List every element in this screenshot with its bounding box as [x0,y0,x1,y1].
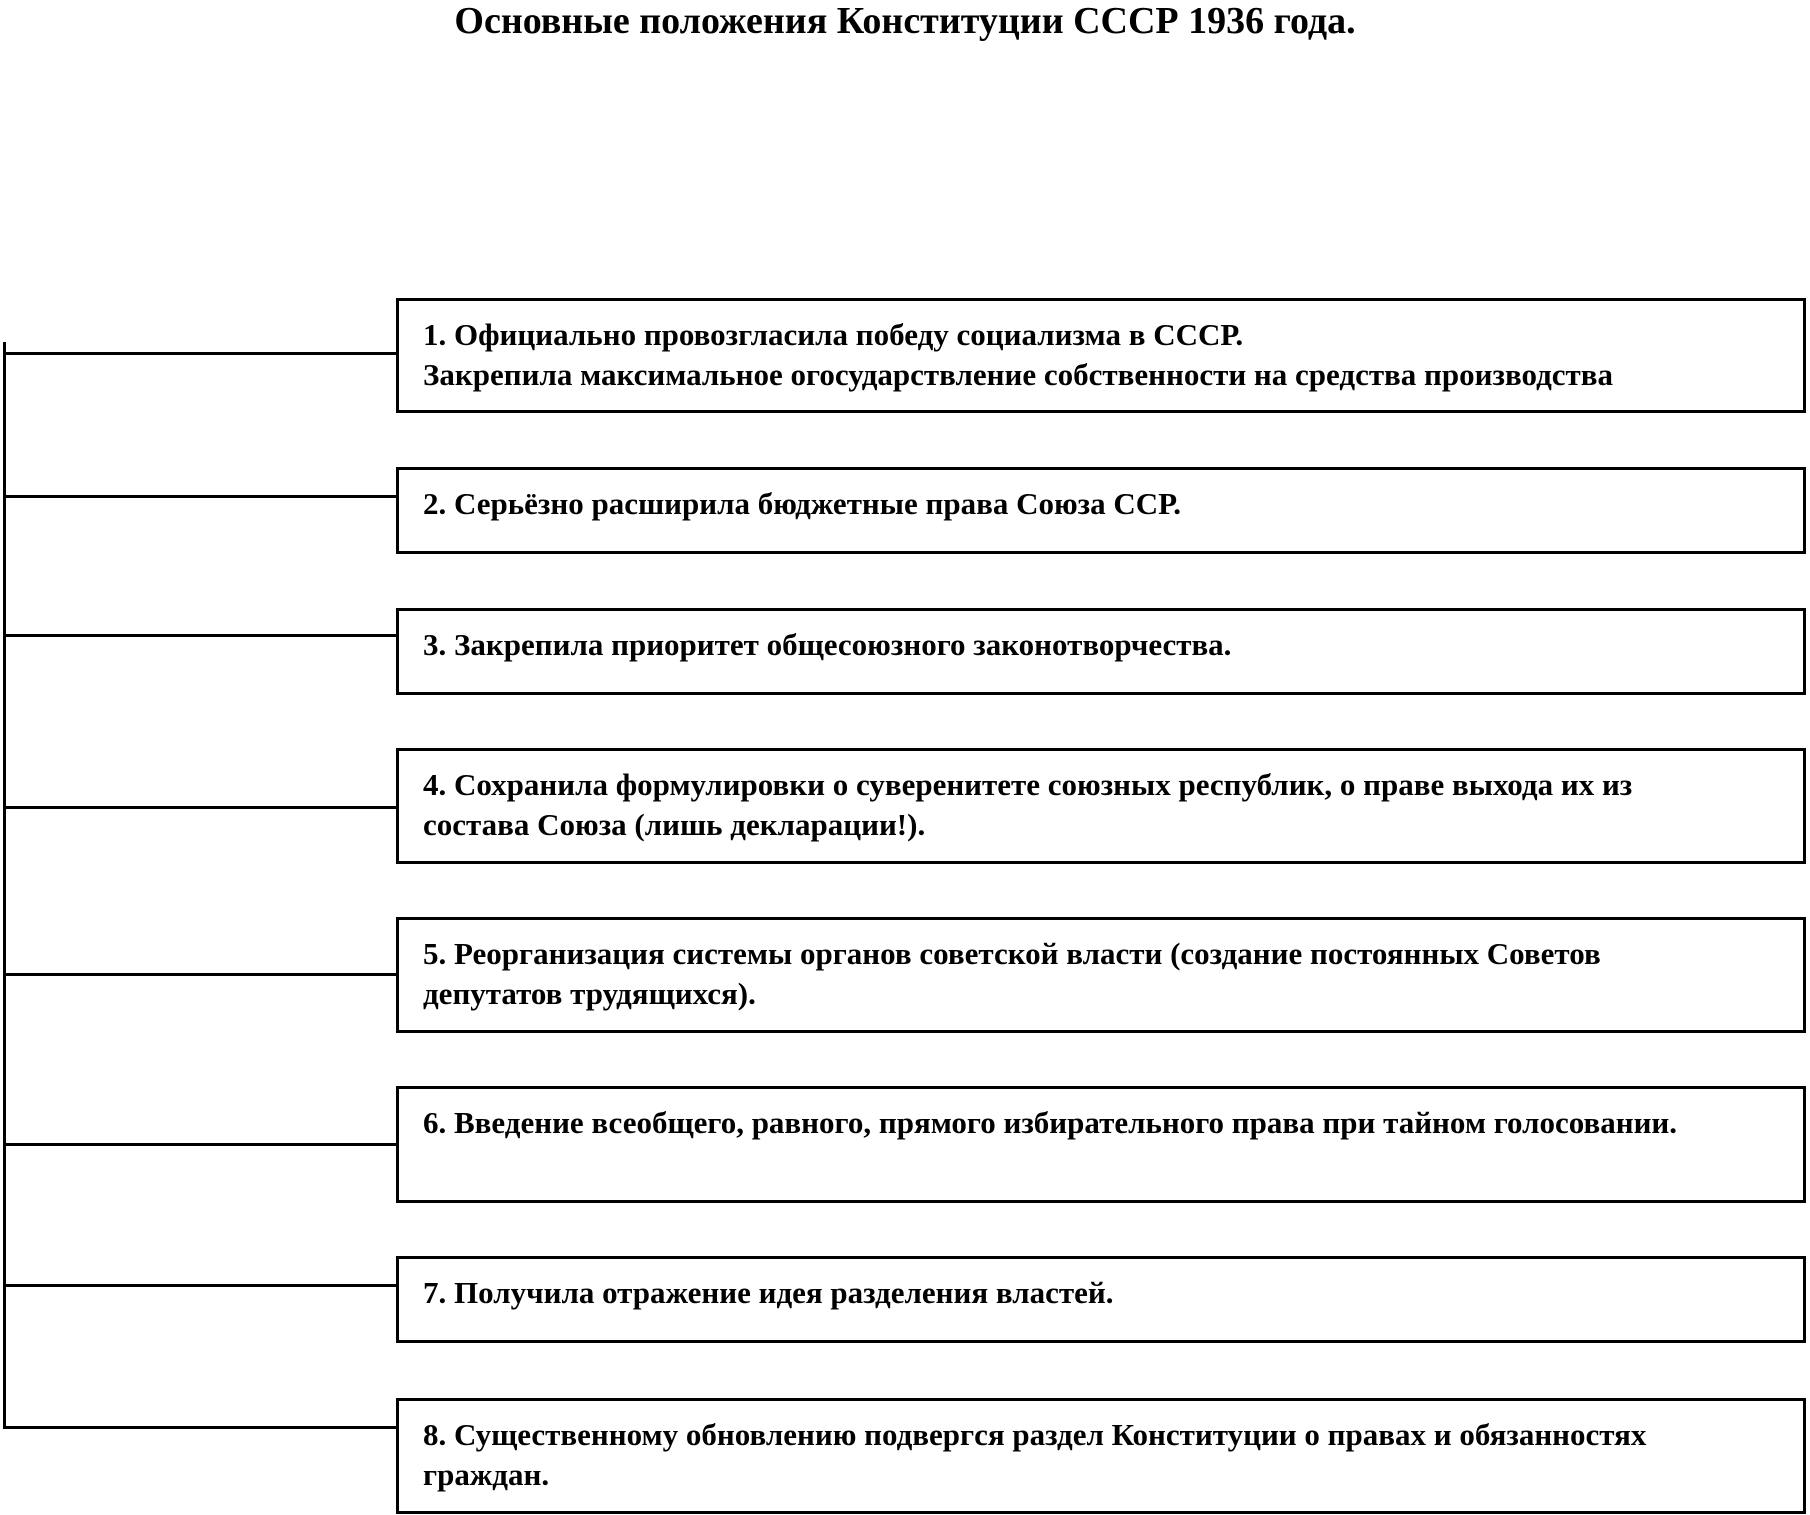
provision-4-line-2: состава Союза (лишь декларации!). [423,807,926,842]
provision-box-6 [396,1086,1806,1203]
provision-box-8 [396,1398,1806,1514]
connector-line-7 [3,1284,399,1287]
provision-5-line-2: депутатов трудящихся). [423,976,756,1011]
provision-box-1 [396,298,1806,413]
page-title: Основные положения Конституции СССР 1936 года. [454,0,1356,42]
provision-3-line-1: 3. Закрепила приоритет общесоюзного законотворчества. [423,627,1232,662]
provision-4-line-1: 4. Сохранила формулировки о суверенитете союзных республик, о праве выхода их из [423,767,1633,802]
provision-6-line-1: 6. Введение всеобщего, равного, прямого избирательного права при тайном голосовании. [423,1105,1678,1140]
provision-box-2 [396,467,1806,554]
connector-line-6 [3,1143,399,1146]
provision-1-line-1: 1. Официально провозгласила победу социализма в СССР. [423,317,1244,352]
connector-line-3 [3,634,399,637]
connector-line-8 [3,1426,399,1429]
connector-line-2 [3,495,399,498]
provision-box-7 [396,1256,1806,1343]
connector-line-5 [3,973,399,976]
provision-2-line-1: 2. Серьёзно расширила бюджетные права Союза ССР. [423,486,1181,521]
provision-7-line-1: 7. Получила отражение идея разделения властей. [423,1275,1114,1310]
provision-1-line-2: Закрепила максимальное огосударствление собственности на средства производства [423,357,1614,392]
diagram-spine-line [3,342,6,1429]
provision-box-4 [396,748,1806,864]
connector-line-4 [3,806,399,809]
provision-box-5 [396,917,1806,1033]
connector-line-1 [3,352,399,355]
provision-box-3 [396,608,1806,695]
provision-8-line-1: 8. Существенному обновлению подвергся раздел Конституции о правах и обязанностях [423,1417,1647,1452]
provision-8-line-2: граждан. [423,1457,550,1492]
provision-5-line-1: 5. Реорганизация системы органов советской власти (создание постоянных Советов [423,936,1601,971]
